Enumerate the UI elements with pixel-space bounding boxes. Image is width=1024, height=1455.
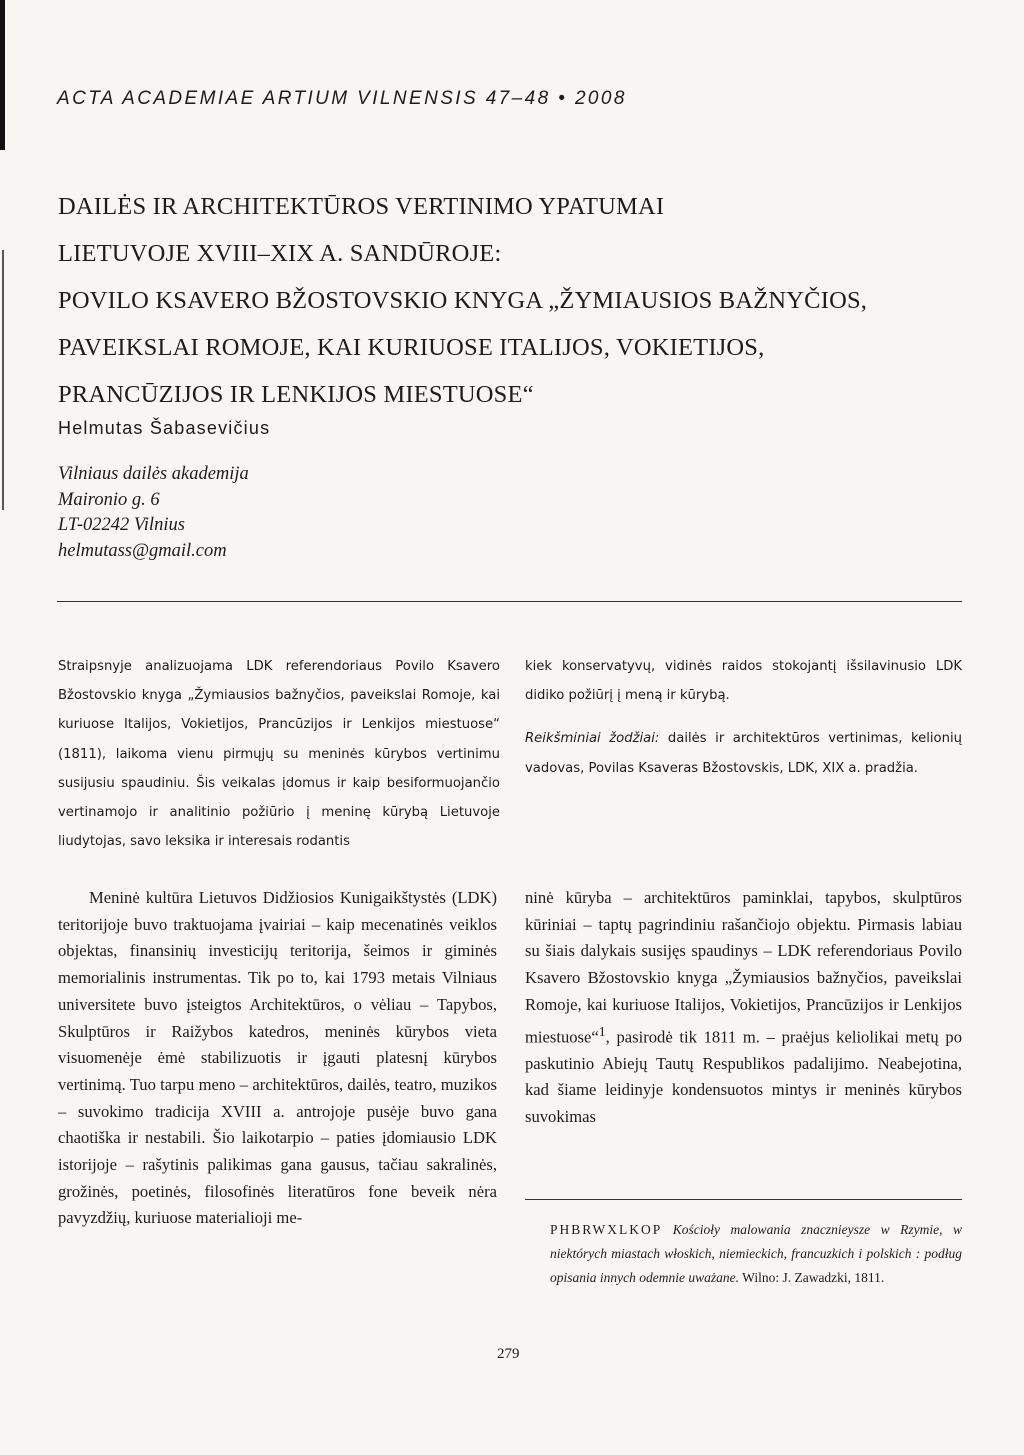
footnote-divider (525, 1199, 962, 1200)
title-line: LIETUVOJE XVIII–XIX A. SANDŪROJE: (58, 240, 502, 267)
title-line: DAILĖS IR ARCHITEKTŪROS VERTINIMO YPATUMAI (58, 193, 665, 220)
scan-edge-shadow (2, 250, 4, 510)
footnote-mark: PHBRWXLKOP (550, 1222, 663, 1237)
body-right-column (525, 885, 962, 1131)
keywords-label: Reikšminiai žodžiai: (525, 731, 660, 747)
article-title (58, 183, 988, 418)
footnote-reference: 1 (598, 1023, 606, 1039)
abstract-text: Straipsnyje analizuojama LDK referendoriaus Povilo Ksavero Bžostovskio knyga „Žymiausios bažnyčios, paveikslai Romoje, kai kuriuose Italijos, Vokietijos, Prancūzijos ir Lenkijos miestuose“ (1811), laikoma vienu pirmųjų su meninės kūrybos vertinimu susijusiu spaudiniu. Šis veikalas įdomus ir kaip besiformuojančio vertinamojo ir analitinio požiūrio į meninę kūrybą Lietuvoje liudytojas, savo leksika ir interesais rodantis (58, 659, 500, 850)
title-line: PRANCŪZIJOS IR LENKIJOS MIESTUOSE“ (58, 381, 534, 408)
footnote-title: Kościoły malowania znacznieysze w Rzymie, w niektórych miastach włoskich, niemieckich, francuzkich i polskich : podług opisania innych odemnie uważane. (550, 1222, 963, 1285)
body-text: , pasirodė tik 1811 m. – praėjus keliolikai metų po paskutinio Abiejų Tautų Respublikos padalijimo. Neabejotina, kad šiame leidinyje kondensuotos mintys ir meninės kūrybos suvokimas (525, 1027, 962, 1127)
abstract-continuation: kiek konservatyvų, vidinės raidos stokojantį išsilavinusio LDK didiko požiūrį į meną ir kūrybą. (525, 659, 962, 704)
header-divider (57, 601, 962, 602)
title-line: PAVEIKSLAI ROMOJE, KAI KURIUOSE ITALIJOS, VOKIETIJOS, (58, 334, 765, 361)
email-address: helmutass@gmail.com (58, 540, 227, 561)
keywords-text: dailės ir architektūros vertinimas, kelionių vadovas, Povilas Ksaveras Bžostovskis, LDK, XIX a. pradžia. (525, 731, 962, 776)
body-text: ninė kūryba – architektūros paminklai, tapybos, skulptūros kūriniai – taptų pagrindiniu rašančiojo objektu. Pirmasis labiau su šiais dalykais susijęs spaudinys – LDK referendoriaus Povilo Ksavero Bžostovskio knyga „Žymiausios bažnyčios, paveikslai Romoje, kai kuriuose Italijos, Vokietijos, Prancūzijos ir Lenkijos miestuose“ (525, 888, 962, 1047)
body-text: Meninė kultūra Lietuvos Didžiosios Kunigaikštystės (LDK) teritorijoje buvo traktuojama įvairiai – kaip mecenatinės veiklos objektas, finansinių investicijų teritorija, šeimos ir giminės memorialinis instrumentas. Tik po to, kai 1793 metais Vilniaus universitete buvo įsteigtos Architektūros, o vėliau – Tapybos, Skulptūros ir Raižybos katedros, meninės kūrybos vieta visuomenėje ėmė stabilizuotis ir įgauti platesnį kūrybos vertinimą. Tuo tarpu meno – architektūros, dailės, teatro, muzikos – suvokimo tradicija XVIII a. antrojoje pusėje buvo gana chaotiška ir nestabili. Šio laikotarpio – paties įdomiausio LDK istorijoje – rašytinis palikimas gana gausus, tačiau sakralinės, grožinės, poetinės, filosofinės literatūros fone beveik nėra pavyzdžių, kuriuose materialioji me- (58, 888, 497, 1228)
affiliation (58, 462, 249, 564)
city-postcode: LT-02242 Vilnius (58, 515, 185, 535)
abstract-right-column (525, 652, 962, 797)
body-left-column (58, 885, 497, 1232)
abstract-left-column (58, 652, 500, 856)
keywords (525, 724, 962, 782)
footnote (550, 1218, 962, 1290)
institution: Vilniaus dailės akademija (58, 464, 249, 484)
street-address: Maironio g. 6 (58, 489, 160, 510)
title-line: POVILO KSAVERO BŽOSTOVSKIO KNYGA „ŽYMIAUSIOS BAŽNYČIOS, (58, 287, 868, 314)
journal-header: ACTA ACADEMIAE ARTIUM VILNENSIS 47–48 • 2008 (57, 88, 627, 109)
scan-edge (0, 0, 5, 150)
page-number: 279 (497, 1346, 520, 1362)
footnote-publisher: Wilno: J. Zawadzki, 1811. (742, 1270, 885, 1285)
author-name: Helmutas Šabasevičius (58, 418, 271, 438)
